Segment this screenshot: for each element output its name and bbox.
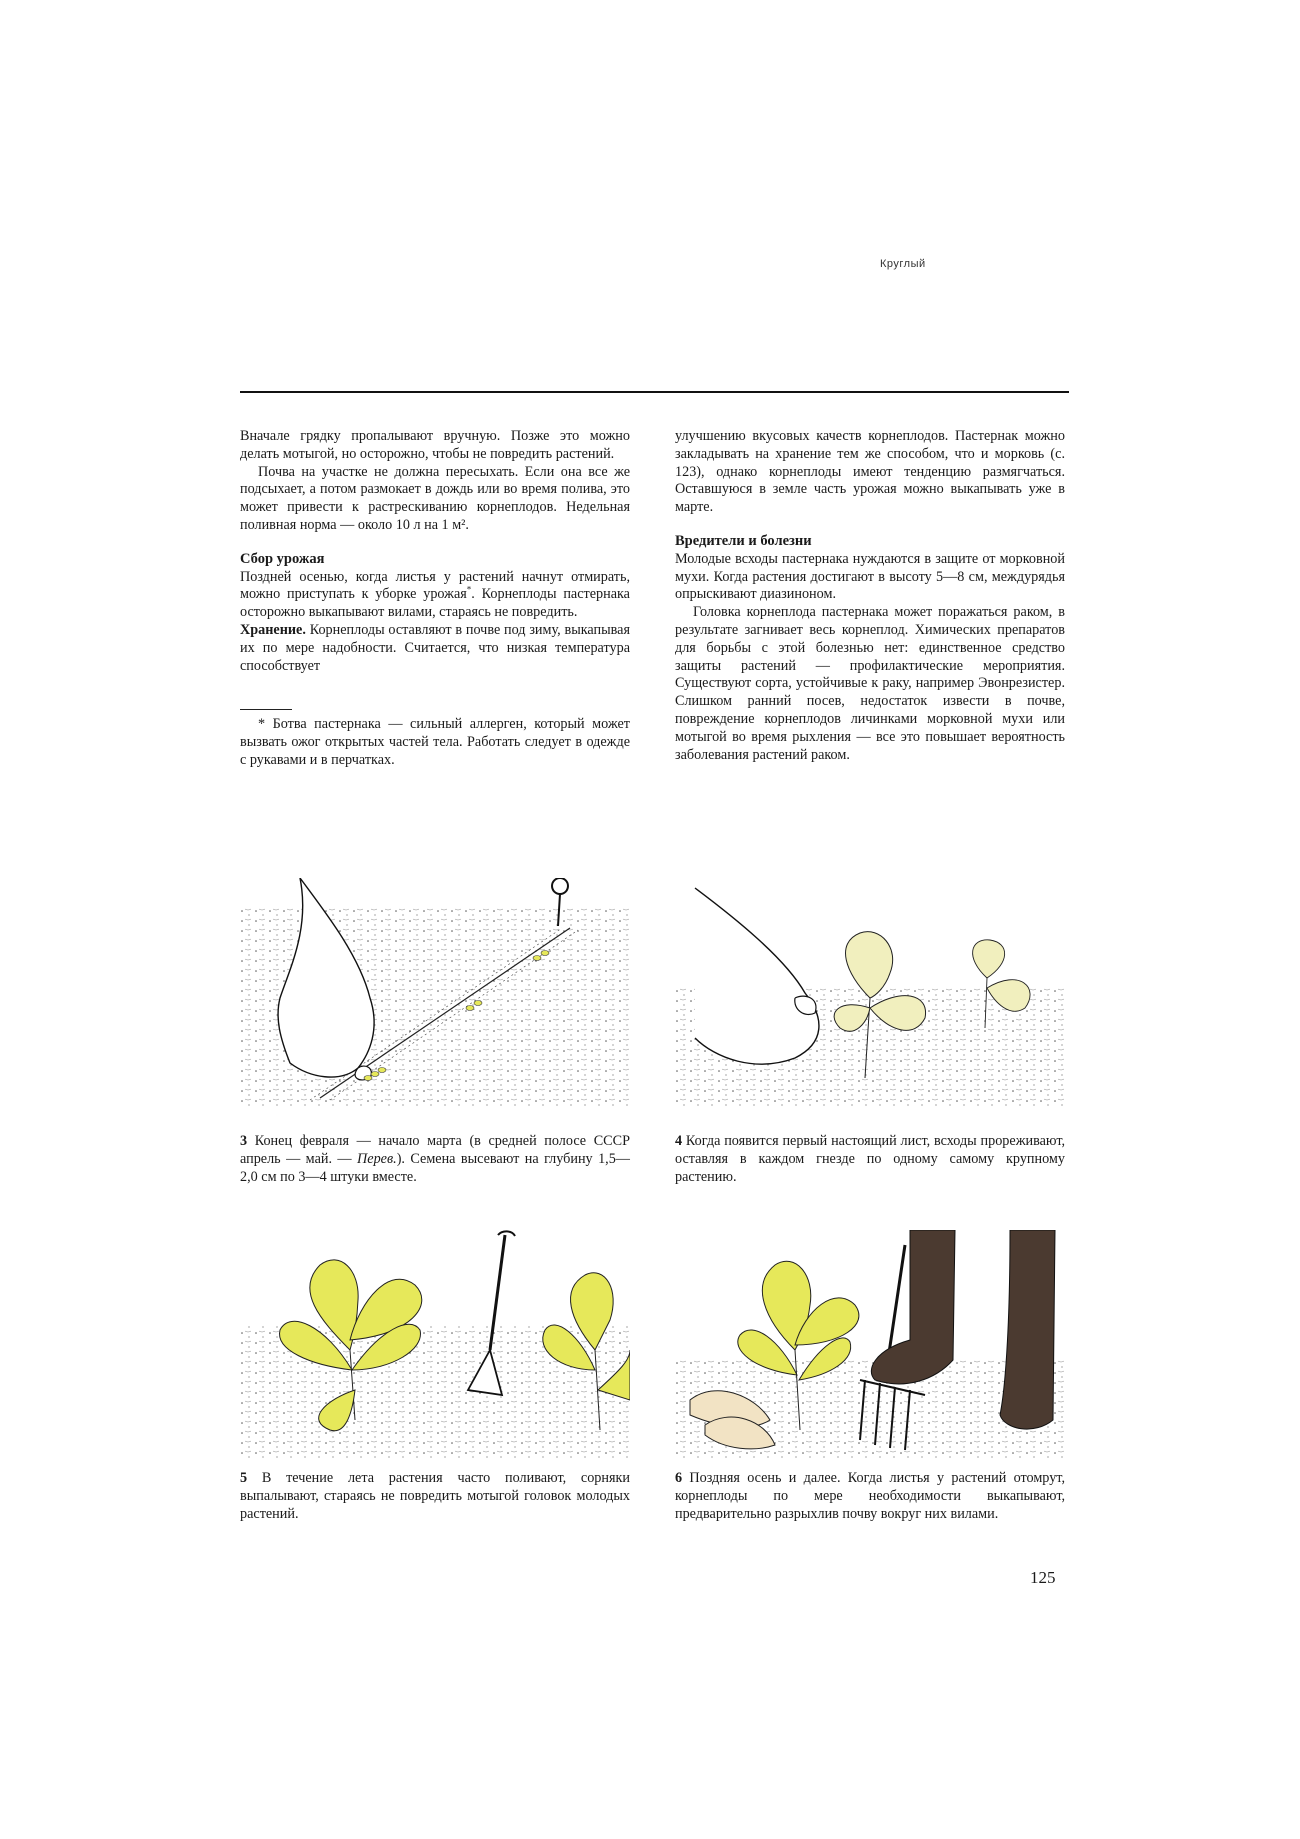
right-text-column bbox=[675, 428, 1065, 764]
caption-text bbox=[675, 1133, 1065, 1186]
figure-sowing bbox=[240, 878, 630, 1108]
thinning-illustration bbox=[675, 878, 1065, 1108]
caption-text bbox=[240, 1133, 630, 1186]
paragraph: Вначале грядку пропалывают вручную. Позже это можно делать мотыгой, но осторожно, чтобы не повредить растений. bbox=[240, 428, 630, 462]
caption-text bbox=[675, 1470, 1065, 1523]
figure-weeding bbox=[240, 1230, 630, 1460]
paragraph bbox=[240, 569, 630, 622]
caption-3 bbox=[240, 1133, 630, 1186]
sowing-illustration bbox=[240, 878, 630, 1108]
caption-text bbox=[240, 1470, 630, 1523]
section-heading-pests: Вредители и болезни bbox=[675, 532, 812, 549]
paragraph bbox=[240, 622, 630, 675]
caption-number: 6 bbox=[675, 1470, 683, 1486]
paragraph: Молодые всходы пастернака нуждаются в защите от морковной мухи. Когда растения достигают в высоту 5—8 см, междурядья опрыскивают диазиноном. bbox=[675, 550, 1065, 603]
caption-6 bbox=[675, 1470, 1065, 1523]
section-heading-harvest: Сбор урожая bbox=[240, 550, 325, 567]
caption-number: 3 bbox=[240, 1133, 248, 1149]
paragraph-text: Корнеплоды оставляют в почве под зиму, выкапывая их по мере надобности. Считается, что низкая температура способствует bbox=[240, 621, 630, 674]
figure-thinning bbox=[675, 878, 1065, 1108]
caption-4 bbox=[675, 1133, 1065, 1186]
paragraph: Почва на участке не должна пересыхать. Если она все же подсыхает, а потом размокает в дождь или во время полива, это может привести к растрескиванию корнеплодов. Недельная поливная норма — около 10 л на 1 м². bbox=[240, 463, 630, 533]
paragraph: улучшению вкусовых качеств корнеплодов. Пастернак можно закладывать на хранение тем же способом, что и морковь (с. 123), однако корнеплоды имеют тенденцию размягчаться. Оставшуюся в земле часть урожая можно выкапывать уже в марте. bbox=[675, 428, 1065, 516]
footnote: * Ботва пастернака — сильный аллерген, который может вызвать ожог открытых частей тела. Работать следует в одежде с рукавами и в перчатках. bbox=[240, 716, 630, 768]
caption-body: Когда появится первый настоящий лист, всходы прореживают, оставляя в каждом гнезде по одному самому крупному растению. bbox=[675, 1133, 1065, 1185]
paragraph-text: Поздней осенью, когда листья у растений начнут отмирать, можно приступать к уборке урожая bbox=[240, 568, 630, 603]
left-text-column bbox=[240, 428, 630, 770]
paragraph: Головка корнеплода пастернака может поражаться раком, в результате загнивает весь корнеплод. Химических препаратов для борьбы с этой болезнью нет: единственное средство защиты растений — профилактические мероприятия. Существуют сорта, устойчивые к раку, например Эвонрезистер. Слишком ранний посев, недостаток извести в почве, повреждение корнеплодов личинками морковной мухи или мотыгой во время рыхления — все это повышает вероятность заболевания растений раком. bbox=[675, 604, 1065, 763]
caption-italic: Перев. bbox=[357, 1150, 397, 1167]
running-head: Круглый bbox=[880, 258, 926, 270]
weeding-illustration bbox=[240, 1230, 630, 1460]
caption-body: В течение лета растения часто поливают, сорняки выпалывают, стараясь не повредить мотыгой головок молодых растений. bbox=[240, 1470, 630, 1522]
header-rule bbox=[240, 391, 1069, 393]
footnote-rule bbox=[240, 709, 292, 710]
storage-lead: Хранение. bbox=[240, 621, 306, 638]
lifting-illustration bbox=[675, 1230, 1065, 1460]
caption-body: ). Семена высевают на глубину 1,5—2,0 см по 3—4 штуки вместе. bbox=[240, 1150, 630, 1185]
caption-number: 5 bbox=[240, 1470, 248, 1486]
caption-5 bbox=[240, 1470, 630, 1523]
caption-body: Поздняя осень и далее. Когда листья у растений отомрут, корнеплоды по мере необходимости выкапывают, предварительно разрыхлив почву вокруг них вилами. bbox=[675, 1470, 1065, 1522]
figure-lifting bbox=[675, 1230, 1065, 1460]
caption-number: 4 bbox=[675, 1133, 683, 1149]
footnote-mark: * bbox=[466, 584, 472, 595]
page-number: 125 bbox=[1030, 1568, 1056, 1587]
paragraph-text: . Корнеплоды пастернака осторожно выкапывают вилами, стараясь не повредить. bbox=[240, 586, 630, 621]
caption-body: Конец февраля — начало марта (в средней полосе СССР апрель — май. — bbox=[240, 1133, 630, 1167]
